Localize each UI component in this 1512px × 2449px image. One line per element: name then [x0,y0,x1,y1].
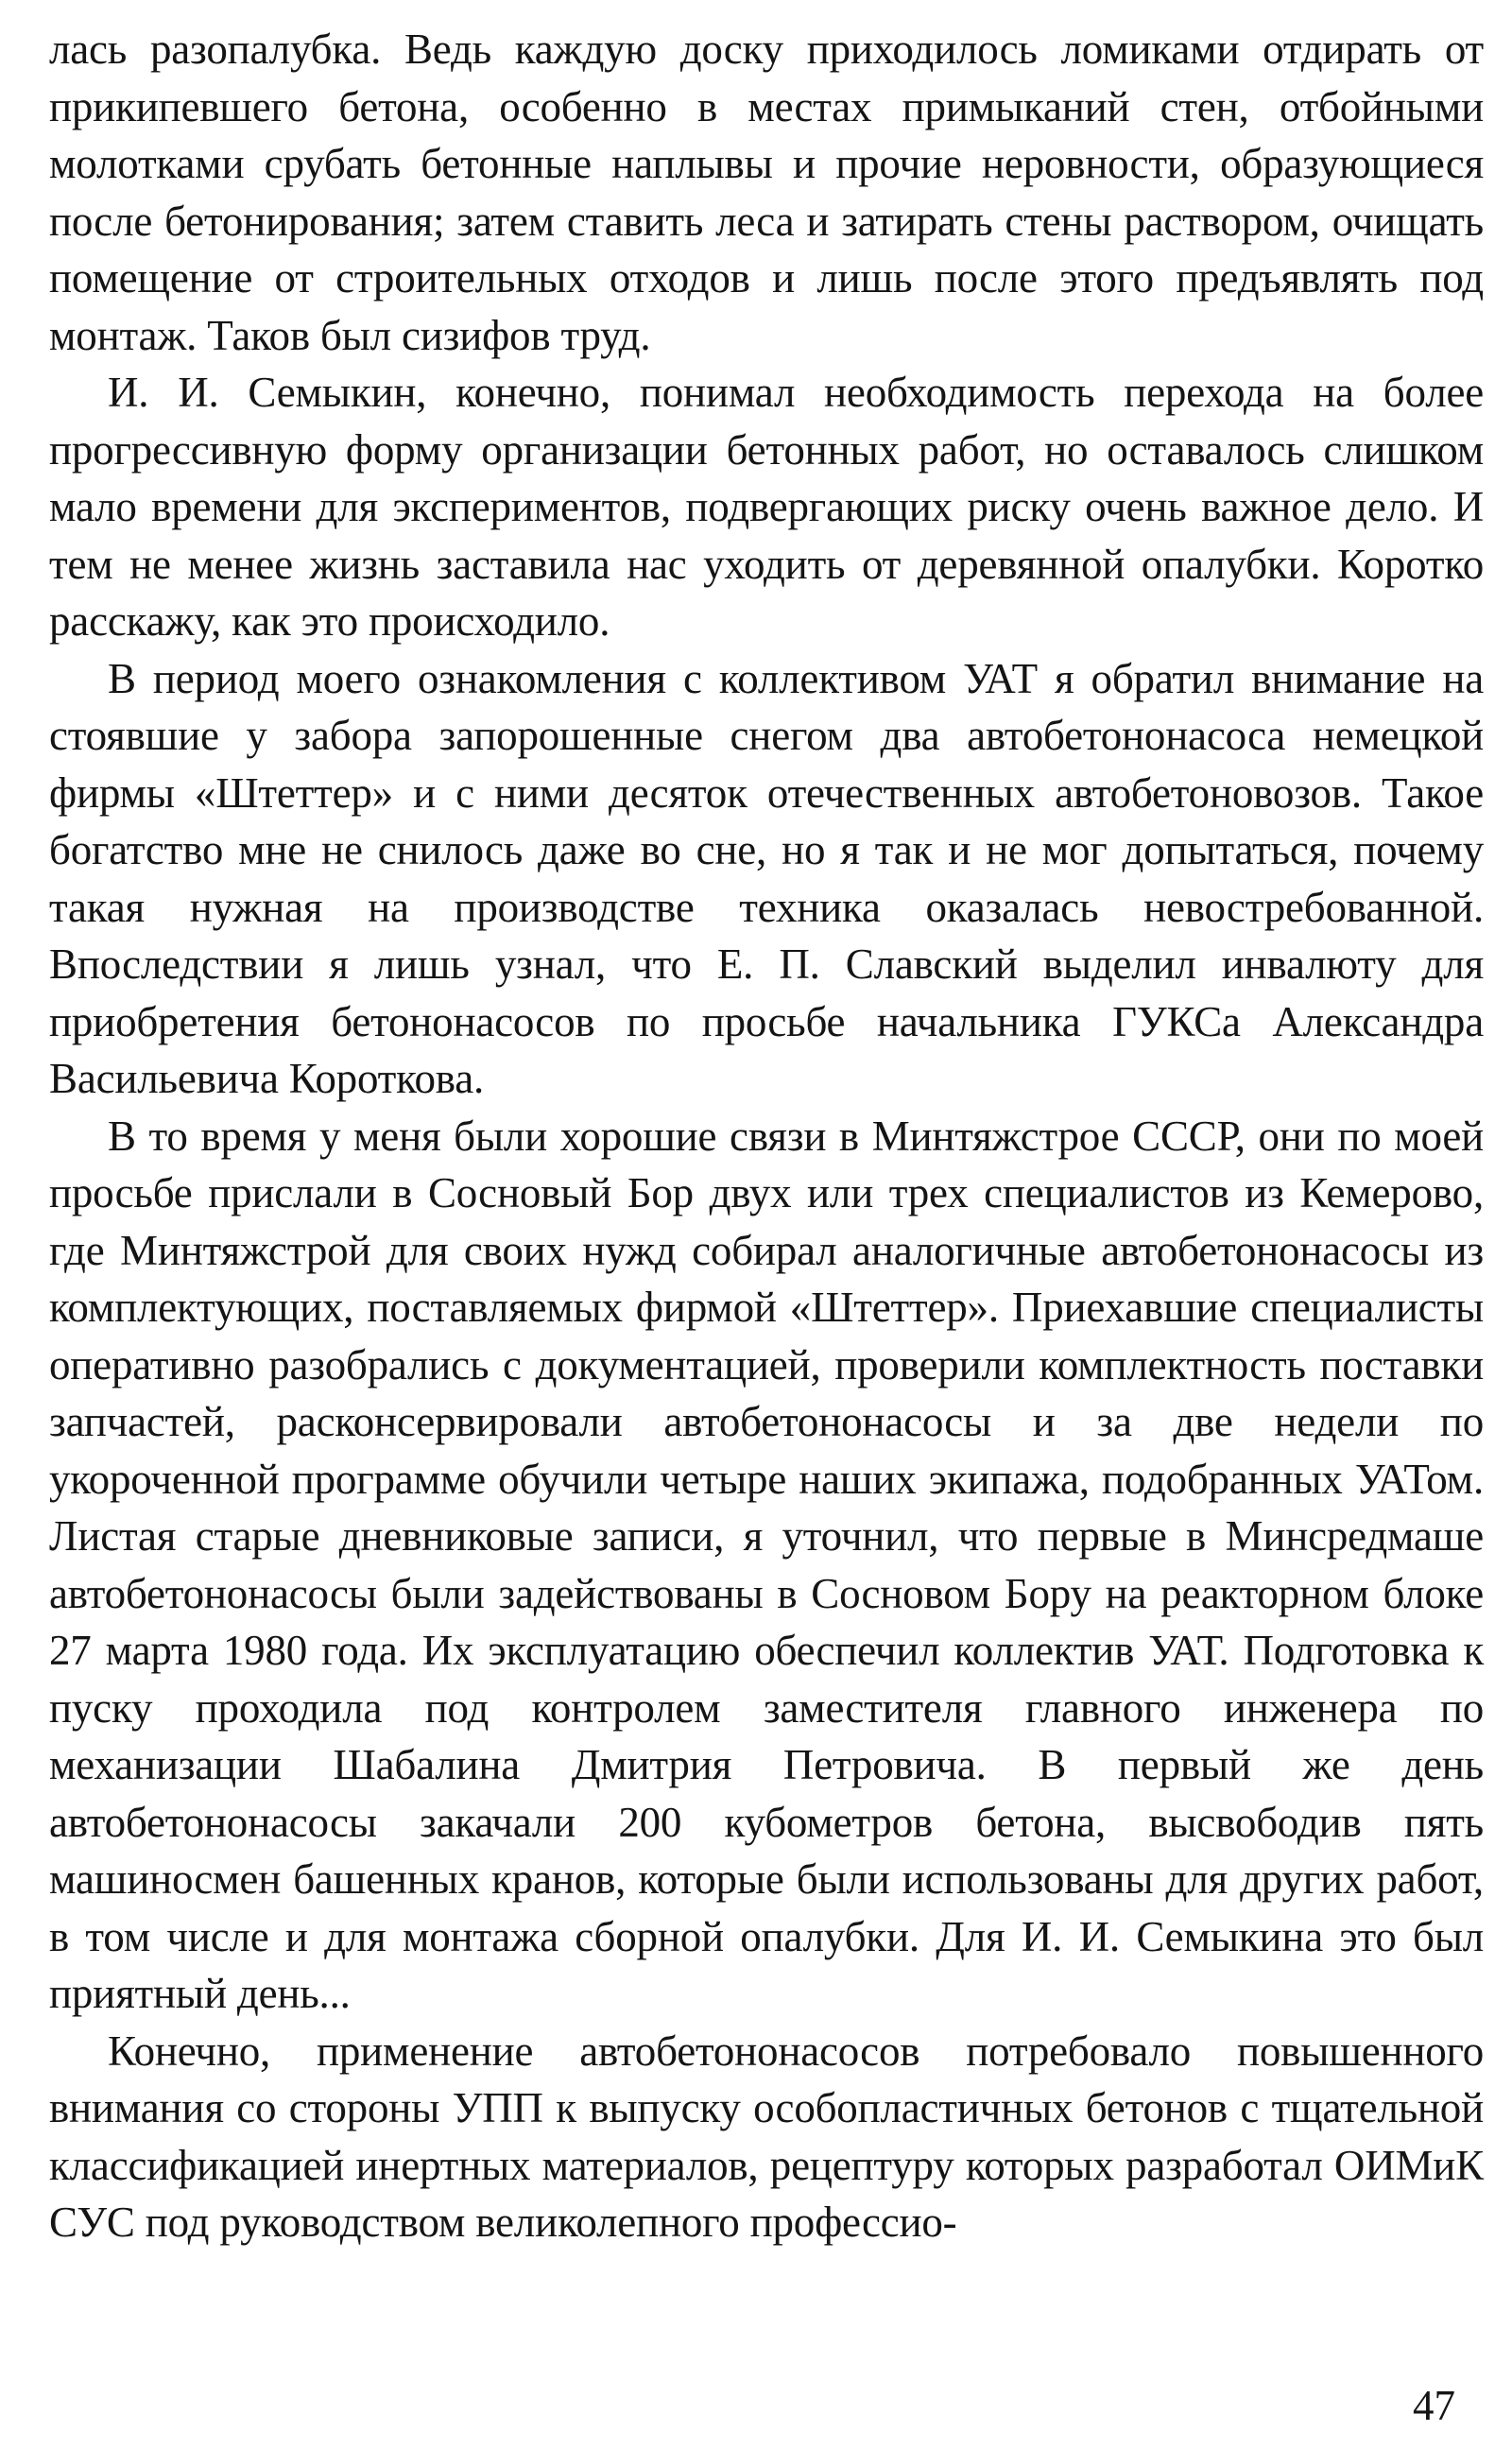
paragraph-4: В то время у меня были хорошие связи в Минтяжстрое СССР, они по моей просьбе прислали в Сосновый Бор двух или трех специалистов из Кемерово, где Минтяжстрой для своих нужд собирал аналогичные автобетононасосы из комплектующих, поставляемых фирмой «Штеттер». Приехавшие специалисты оперативно разобрались с документацией, проверили комплектность поставки запчастей, расконсервировали автобетононасосы и за две недели по укороченной программе обучили четыре наших экипажа, подобранных УАТом. Листая старые дневниковые записи, я уточнил, что первые в Минсредмаше автобетононасосы были задействованы в Сосновом Бору на реакторном блоке 27 марта 1980 года. Их эксплуатацию обеспечил коллектив УАТ. Подготовка к пуску проходила под контролем заместителя главного инженера по механизации Шабалина Дмитрия Петровича. В первый же день автобетононасосы закачали 200 кубометров бетона, высвободив пять машиносмен башенных кранов, которые были использованы для других работ, в том числе и для монтажа сборной опалубки. Для И. И. Семыкина это был приятный день... [49,1112,1484,2017]
paragraph-5: Конечно, применение автобетононасосов потребовало повышенного внимания со стороны УПП к выпуску особопластичных бетонов с тщательной классификацией инертных материалов, рецептуру которых разработал ОИМиК СУС под руководством великолепного профессио- [49,2026,1484,2246]
paragraph-3: В период моего ознакомления с коллективом УАТ я обратил внимание на стоявшие у забора запорошенные снегом два автобетононасоса немецкой фирмы «Штеттер» и с ними десяток отечественных автобетоновозов. Такое богатство мне не снилось даже во сне, но я так и не мог допытаться, почему такая нужная на производстве техника оказалась невостребованной. Впоследствии я лишь узнал, что Е. П. Славский выделил инвалюту для приобретения бетононасосов по просьбе начальника ГУКСа Александра Васильевича Короткова. [49,654,1484,1102]
paragraph-2: И. И. Семыкин, конечно, понимал необходимость перехода на более прогрессивную форму организации бетонных работ, но оставалось слишком мало времени для экспериментов, подвергающих риску очень важное дело. И тем не менее жизнь заставила нас уходить от деревянной опалубки. Коротко расскажу, как это происходило. [49,369,1484,645]
paragraph-1: лась разопалубка. Ведь каждую доску приходилось ломиками отдирать от прикипевшего бетона, особенно в местах примыканий стен, отбойными молотками срубать бетонные наплывы и прочие неровности, образующиеся после бетонирования; затем ставить леса и затирать стены раствором, очищать помещение от строительных отходов и лишь после этого предъявлять под монтаж. Таков был сизифов труд. [49,26,1484,359]
page-number: 47 [1413,2382,1455,2429]
body-text [49,21,1484,2251]
